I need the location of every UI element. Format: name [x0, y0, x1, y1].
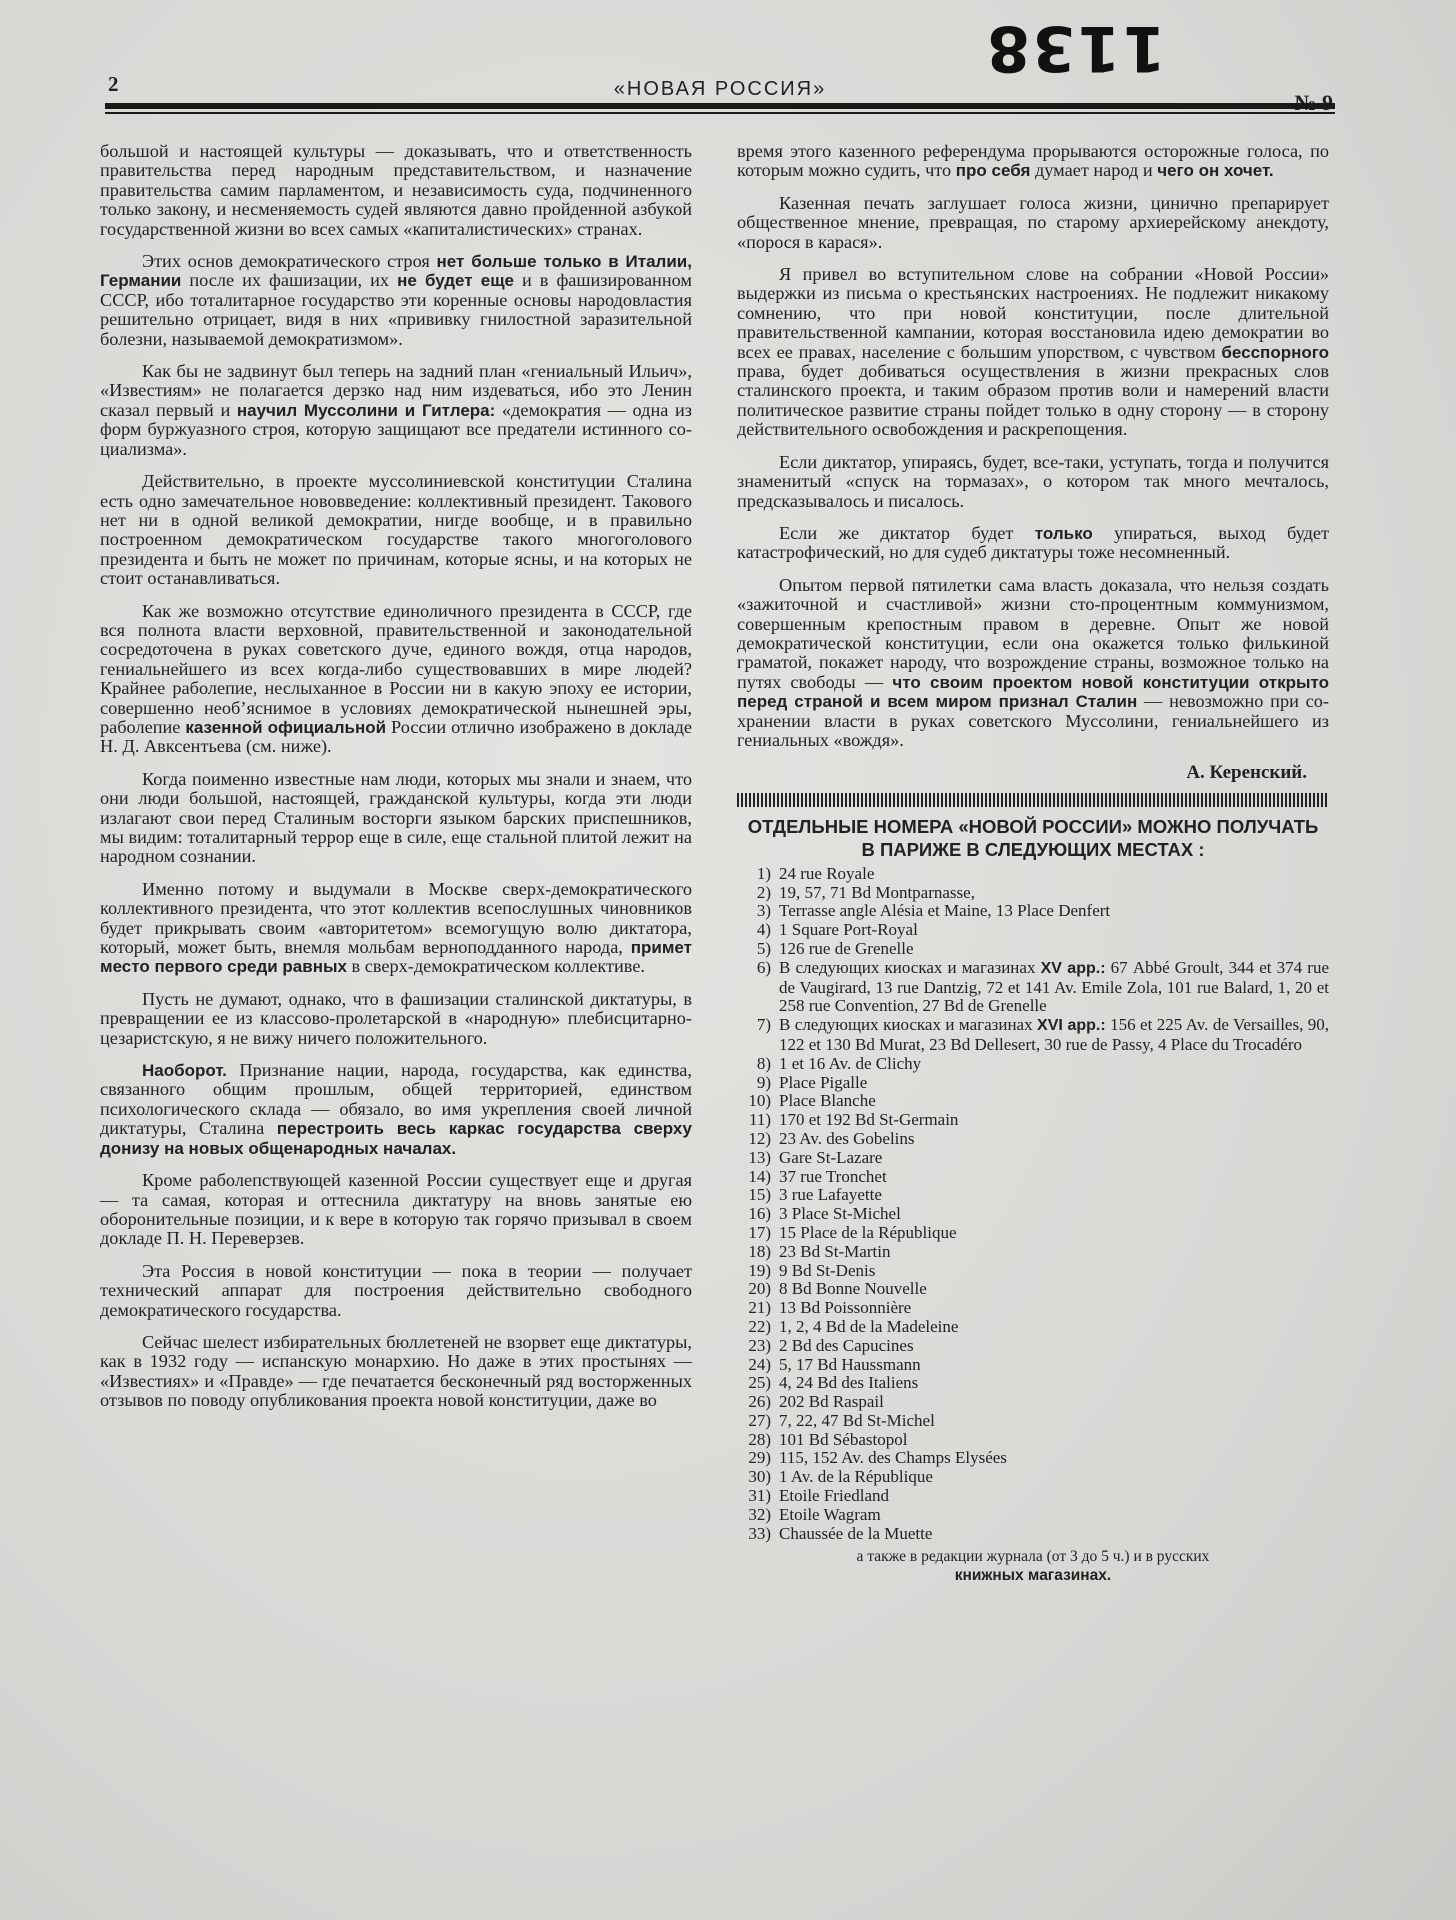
- place-number: 3): [756, 901, 771, 921]
- page-number: 2: [108, 72, 119, 96]
- masthead-rule-thick: [105, 103, 1335, 109]
- text-run: 1 Av. de la République: [779, 1467, 933, 1487]
- place-item: [737, 940, 1329, 959]
- text-run: России отлично изображено в докладе Н. Д. Авксентьева (см. ниже).: [100, 716, 692, 757]
- text-run: 23 Bd St-Martin: [779, 1241, 891, 1261]
- place-number: 33): [748, 1523, 771, 1543]
- bold-emphasis: нет больше только в Италии, Германии: [100, 252, 692, 291]
- text-run: Сейчас шелест избирательных бюллетеней не взорвет еще диктатуры, как в 1932 году — испанскую монархию. Но даже в этих простынях — «Известиях» и «Правде» — где печатается бесконечный ряд восторженных отзывов по поводу опубликования проекта новой конституции, даже во: [100, 1331, 692, 1411]
- place-number: 32): [748, 1504, 771, 1524]
- place-number: 26): [748, 1392, 771, 1412]
- place-item: [737, 1262, 1329, 1281]
- paragraph: [100, 1061, 692, 1158]
- place-address: [779, 1412, 1329, 1431]
- bold-emphasis: XV арр.:: [1040, 959, 1106, 977]
- text-run: Gare St-Lazare: [779, 1147, 883, 1167]
- text-run: Действительно, в проекте муссолиниевской конституции Сталина есть одно замечательное нововведение: коллективный президент. Такового нет ни в одной великой демократии, нигде вообще, и в правильно построенном демократическом государстве такого многоголового президента и быть не может по причинам, которые ясны, и на которых не стоит останавливаться.: [100, 471, 692, 589]
- masthead: [105, 68, 1335, 118]
- text-run: 3 Place St-Michel: [779, 1204, 901, 1224]
- bold-emphasis: перестроить весь каркас государства сверху донизу на новых общенародных началах.: [100, 1119, 692, 1158]
- bold-emphasis: казенной официальной: [185, 717, 387, 737]
- text-run: 1 Square Port-Royal: [779, 920, 918, 940]
- text-run: Опытом первой пятилетки сама власть доказала, что нельзя создать «зажиточной и счастливой» жизни сто-процентным коммунизмом, совершенным крепостным правом в деревне. Опыт же новой демократической конституции, если она окажется только филькиной граматой, покажет народу, что возрождение страны, возможное только на путях свободы —: [737, 574, 1329, 692]
- place-number: 6): [756, 957, 771, 977]
- text-run: «демократия — одна из форм буржуазного строя, которую защищают все предатели истинного социализма».: [100, 399, 692, 459]
- text-run: Place Pigalle: [779, 1072, 868, 1092]
- place-number: 19): [748, 1260, 771, 1280]
- text-run: Terrasse angle Alésia et Maine, 13 Place Denfert: [779, 901, 1111, 921]
- place-item: [737, 1130, 1329, 1149]
- place-number: 15): [748, 1185, 771, 1205]
- text-run: В следующих киосках и магазинах: [779, 957, 1041, 977]
- place-number: 8): [756, 1053, 771, 1073]
- article-right-paragraphs: [737, 142, 1329, 750]
- paragraph: [737, 524, 1329, 563]
- text-run: 126 rue de Grenelle: [779, 938, 914, 958]
- place-number: 25): [748, 1373, 771, 1393]
- place-address: [779, 902, 1329, 921]
- place-number: 17): [748, 1222, 771, 1242]
- hatched-divider: [737, 793, 1329, 807]
- text-run: Если же диктатор будет: [779, 522, 1035, 543]
- place-address: [779, 1280, 1329, 1299]
- text-run: большой и настоящей культуры — доказывать, что и ответственность правительства перед народным представительством, и назначение правительства самим парламентом, и независимость суда, подчиненного только закону, и несменяемость судей являются давно пройденной азбукой государственной жизни во всех самых «капиталистических» странах.: [100, 141, 692, 239]
- place-address: [779, 1074, 1329, 1093]
- text-run: Я привел во вступительном слове на собрании «Новой России» выдержки из письма о крестьянских настроениях. Не подлежит никакому сомнению, что при новой конституции, после длительной правительственной кампании, которая восстановила идею демократии во всех ее правах, население с большим упорством, с чувством: [737, 264, 1329, 362]
- place-number: 1): [756, 863, 771, 883]
- place-item: [737, 865, 1329, 884]
- text-run: 9 Bd St-Denis: [779, 1260, 876, 1280]
- paragraph: [100, 142, 692, 239]
- text-run: Как бы не задвинут был теперь на задний план «гениальный Ильич», «Известиям» не полагается дерзко над ним издеваться, ибо это Ленин сказал первый и: [100, 361, 692, 420]
- place-item: [737, 1337, 1329, 1356]
- bold-emphasis: что своим проектом новой конституции открыто перед страной и всем миром признал Сталин: [737, 672, 1329, 712]
- paragraph: [100, 990, 692, 1048]
- text-run: 13 Bd Poissonnière: [779, 1298, 912, 1318]
- place-address: [779, 1130, 1329, 1149]
- place-item: [737, 884, 1329, 903]
- author-signature: А. Керенский.: [1186, 762, 1307, 784]
- place-number: 10): [748, 1091, 771, 1111]
- place-item: [737, 1168, 1329, 1187]
- text-run: Когда поименно известные нам люди, которых мы знали и знаем, что они люди большой, настоящей, гражданской культуры, когда эти люди излагают свои перед Сталиным восторги языком барских приспешников, мы видим: тоталитарный террор еще в силе, еще стальной плитой лежит на народном сознании.: [100, 768, 692, 867]
- place-number: 23): [748, 1335, 771, 1355]
- place-address: [779, 1487, 1329, 1506]
- place-item: [737, 1280, 1329, 1299]
- place-address: [779, 1337, 1329, 1356]
- text-run: 7, 22, 47 Bd St-Michel: [779, 1410, 935, 1430]
- footnote-line-2: книжных магазинах.: [954, 1567, 1112, 1585]
- text-run: Place Blanche: [779, 1091, 876, 1111]
- place-address: [779, 921, 1329, 940]
- text-run: Если диктатор, упираясь, будет, все-таки, уступать, тогда и получится знаменитый «спуск на тормазах», о котором так много мечталось, предсказывалось и писалось.: [737, 451, 1329, 511]
- text-run: 156 et 225 Av. de Versailles, 90, 122 et 130 Bd Murat, 23 Bd Dellesert, 30 rue de Passy, 4 Place du Trocadéro: [779, 1015, 1330, 1054]
- text-run: 23 Av. des Gobelins: [779, 1128, 915, 1148]
- text-run: Etoile Wagram: [779, 1504, 881, 1524]
- bold-emphasis: чего он хочет.: [1157, 161, 1274, 181]
- text-run: после их фашизации, их: [181, 270, 398, 291]
- text-run: Именно потому и выдумали в Москве сверх-демократического коллективного президента, что этот коллектив всепослушных чиновников будет прикрывать своим «авторитетом» всемогущую волю диктатора, который, может быть, внемля мольбам верноподданного народа,: [100, 878, 692, 958]
- place-item: [737, 959, 1329, 1016]
- notice-footnote: [737, 1547, 1329, 1585]
- paragraph: [100, 1262, 692, 1320]
- bold-emphasis: бесспорного: [1221, 342, 1329, 362]
- place-item: [737, 1299, 1329, 1318]
- place-number: 18): [748, 1241, 771, 1261]
- paragraph: [737, 576, 1329, 751]
- places-list: [737, 865, 1329, 1544]
- place-item: [737, 1374, 1329, 1393]
- bold-emphasis: не будет еще: [397, 271, 515, 291]
- text-run: В следующих киосках и магазинах: [779, 1015, 1038, 1035]
- text-run: Etoile Friedland: [779, 1486, 890, 1506]
- notice-title-line-2: В ПАРИЖЕ В СЛЕДУЮЩИХ МЕСТАХ :: [861, 838, 1205, 860]
- paragraph: [100, 602, 692, 757]
- bold-emphasis: примет место первого среди равных: [100, 938, 692, 977]
- text-run: 24 rue Royale: [779, 863, 875, 883]
- bold-emphasis: XVI арр.:: [1037, 1017, 1106, 1035]
- text-run: Казенная печать заглушает голоса жизни, цинично препарирует общественное мнение, превращая, по старому архиерейскому анекдоту, «порося в карася».: [737, 192, 1329, 252]
- place-address: [779, 1506, 1329, 1525]
- place-address: [779, 1168, 1329, 1187]
- place-address: [779, 1356, 1329, 1375]
- place-number: 20): [748, 1279, 771, 1299]
- place-number: 4): [756, 920, 771, 940]
- distribution-notice: [737, 815, 1329, 1586]
- place-item: [737, 1449, 1329, 1468]
- masthead-rule-thin: [105, 112, 1335, 114]
- place-address: [779, 865, 1329, 884]
- text-run: 202 Bd Raspail: [779, 1392, 884, 1412]
- bold-emphasis: про себя: [955, 161, 1031, 181]
- place-number: 30): [748, 1467, 771, 1487]
- place-number: 11): [748, 1110, 771, 1130]
- place-address: [779, 1243, 1329, 1262]
- text-run: 37 rue Tronchet: [779, 1166, 887, 1186]
- place-number: 5): [756, 938, 771, 958]
- place-address: [779, 1449, 1329, 1468]
- place-item: [737, 1224, 1329, 1243]
- place-address: [779, 884, 1329, 903]
- text-run: думает народ и: [1030, 160, 1158, 181]
- article-right-column: [737, 142, 1329, 1585]
- place-address: [779, 959, 1329, 1016]
- place-address: [779, 1016, 1329, 1055]
- place-address: [779, 1111, 1329, 1130]
- text-run: 3 rue Lafayette: [779, 1185, 882, 1205]
- place-number: 14): [748, 1166, 771, 1186]
- text-run: 19, 57, 71 Bd Montparnasse,: [779, 882, 975, 902]
- paragraph: [737, 194, 1329, 252]
- text-run: 101 Bd Sébastopol: [779, 1429, 908, 1449]
- bold-emphasis: только: [1034, 523, 1093, 543]
- footnote-line-1: а также в редакции журнала (от 3 до 5 ч.) и в русских: [856, 1548, 1210, 1566]
- place-address: [779, 1262, 1329, 1281]
- place-number: 13): [748, 1147, 771, 1167]
- place-address: [779, 1393, 1329, 1412]
- place-number: 7): [756, 1015, 771, 1035]
- paragraph: [100, 770, 692, 867]
- text-run: Эта Россия в новой конституции — пока в теории — получает технический аппарат для построения действительно свободного демократического государства.: [100, 1260, 692, 1320]
- paragraph: [100, 472, 692, 588]
- text-run: Признание нации, народа, государства, как единства, связанного общим прошлым, общей территорией, единством психологического склада — обязало, во имя укрепления своей личной диктатуры, Сталина: [100, 1060, 692, 1139]
- place-address: [779, 1092, 1329, 1111]
- paragraph: [100, 362, 692, 459]
- place-address: [779, 1055, 1329, 1074]
- place-item: [737, 1186, 1329, 1205]
- place-item: [737, 1487, 1329, 1506]
- place-number: 24): [748, 1354, 771, 1374]
- paragraph: [737, 265, 1329, 440]
- paragraph: [737, 142, 1329, 181]
- text-run: 15 Place de la République: [779, 1222, 957, 1242]
- place-number: 12): [748, 1128, 771, 1148]
- text-run: Этих основ демократического строя: [142, 251, 437, 272]
- place-item: [737, 1016, 1329, 1055]
- place-item: [737, 1393, 1329, 1412]
- place-number: 28): [748, 1429, 771, 1449]
- text-run: 67 Abbé Groult, 344 et 374 rue de Vaugirard, 13 rue Dantzig, 72 et 141 Av. Emile Zola, 101 rue Balard, 1, 20 et 258 rue Convention, 27 Bd de Grenelle: [779, 957, 1330, 1016]
- place-item: [737, 1055, 1329, 1074]
- place-address: [779, 1224, 1329, 1243]
- text-run: 1, 2, 4 Bd de la Madeleine: [779, 1316, 959, 1336]
- paragraph: [100, 252, 692, 349]
- text-run: и в фашизированном СССР, ибо тоталитарное государство эти коренные основы народовластия решительно отрицает, видя в них «прививку гнилостной заразительной болезни, называемой демократизмом».: [100, 270, 692, 349]
- place-item: [737, 1412, 1329, 1431]
- text-run: — невозможно при сохранении власти в руках советского Муссолини, гениальнейшего из гениальных «вождя».: [737, 691, 1329, 750]
- text-run: время этого казенного референдума прорываются осторожные голоса, по которым можно судить, что: [737, 141, 1329, 181]
- text-run: 170 et 192 Bd St-Germain: [779, 1110, 959, 1130]
- text-run: 4, 24 Bd des Italiens: [779, 1373, 919, 1393]
- text-run: 2 Bd des Capucines: [779, 1335, 914, 1355]
- text-run: Как же возможно отсутствие единоличного президента в СССР, где вся полнота власти верховной, правительственной и законодательной сосредоточена в руках советского дуче, единого вождя, отца народов, гениальнейшего из всех когда-либо существовавших в мире людей? Крайнее раболепие, неслыханное в России ни в какую эпоху ее истории, совершенно необ’яснимое в условиях демократической нынешней эры, раболепие: [100, 600, 692, 737]
- bold-emphasis: Наоборот.: [142, 1061, 227, 1081]
- place-item: [737, 1506, 1329, 1525]
- place-number: 29): [748, 1448, 771, 1468]
- text-run: права, будет добиваться осуществления в жизни прекрасных слов сталинского проекта, и таким образом против воли и намерений власти политическое развитие страны пойдет только в одну сторону — в сторону действительного освобождения и раскрепощения.: [737, 361, 1329, 440]
- place-item: [737, 1356, 1329, 1375]
- place-address: [779, 1299, 1329, 1318]
- place-item: [737, 921, 1329, 940]
- place-address: [779, 1205, 1329, 1224]
- text-run: в сверх-демократическом коллективе.: [346, 956, 646, 977]
- text-run: 8 Bd Bonne Nouvelle: [779, 1279, 927, 1299]
- text-run: 5, 17 Bd Haussmann: [779, 1354, 921, 1374]
- place-address: [779, 1374, 1329, 1393]
- place-number: 9): [756, 1072, 771, 1092]
- place-item: [737, 1431, 1329, 1450]
- place-address: [779, 1186, 1329, 1205]
- place-item: [737, 1205, 1329, 1224]
- place-item: [737, 1092, 1329, 1111]
- place-address: [779, 1149, 1329, 1168]
- text-run: Кроме раболепствующей казенной России существует еще и другая — та самая, которая и оттеснила диктатуру на вновь занятые ею оборонительные позиции, и к вере в которую так горячо призывал в своем докладе П. Н. Переверзев.: [100, 1170, 692, 1249]
- paragraph: [100, 880, 692, 977]
- text-run: Chaussée de la Muette: [779, 1523, 933, 1543]
- place-address: [779, 940, 1329, 959]
- text-run: 115, 152 Av. des Champs Elysées: [779, 1448, 1007, 1468]
- place-item: [737, 1243, 1329, 1262]
- paragraph: [100, 1171, 692, 1249]
- notice-title: [737, 815, 1329, 861]
- place-number: 31): [748, 1486, 771, 1506]
- text-run: упираться, выход будет катастрофический, но для судеб диктатуры тоже несомненный.: [737, 522, 1330, 563]
- newspaper-title: «НОВАЯ РОССИЯ»: [613, 78, 827, 100]
- place-item: [737, 1074, 1329, 1093]
- place-address: [779, 1318, 1329, 1337]
- bold-emphasis: научил Муссолини и Гитлера:: [236, 400, 496, 420]
- place-item: [737, 1149, 1329, 1168]
- place-item: [737, 1318, 1329, 1337]
- place-number: 21): [748, 1298, 771, 1318]
- place-item: [737, 1525, 1329, 1544]
- place-item: [737, 1111, 1329, 1130]
- notice-title-line-1: ОТДЕЛЬНЫЕ НОМЕРА «НОВОЙ РОССИИ» МОЖНО ПОЛУЧАТЬ: [747, 815, 1319, 837]
- place-item: [737, 1468, 1329, 1487]
- text-run: Пусть не думают, однако, что в фашизации сталинской диктатуры, в превращении ее из классово-пролетарской в «народную» плебисцитарно-цезаристскую, я не вижу ничего положительного.: [100, 988, 692, 1048]
- paragraph: [100, 1333, 692, 1411]
- paragraph: [737, 453, 1329, 511]
- place-number: 16): [748, 1204, 771, 1224]
- place-address: [779, 1431, 1329, 1450]
- article-left-column: [100, 142, 692, 1424]
- place-address: [779, 1468, 1329, 1487]
- place-number: 27): [748, 1410, 771, 1430]
- place-address: [779, 1525, 1329, 1544]
- place-number: 2): [756, 882, 771, 902]
- text-run: 1 et 16 Av. de Clichy: [779, 1053, 922, 1073]
- place-item: [737, 902, 1329, 921]
- place-number: 22): [748, 1316, 771, 1336]
- handwritten-archive-number: 1138: [985, 12, 1166, 85]
